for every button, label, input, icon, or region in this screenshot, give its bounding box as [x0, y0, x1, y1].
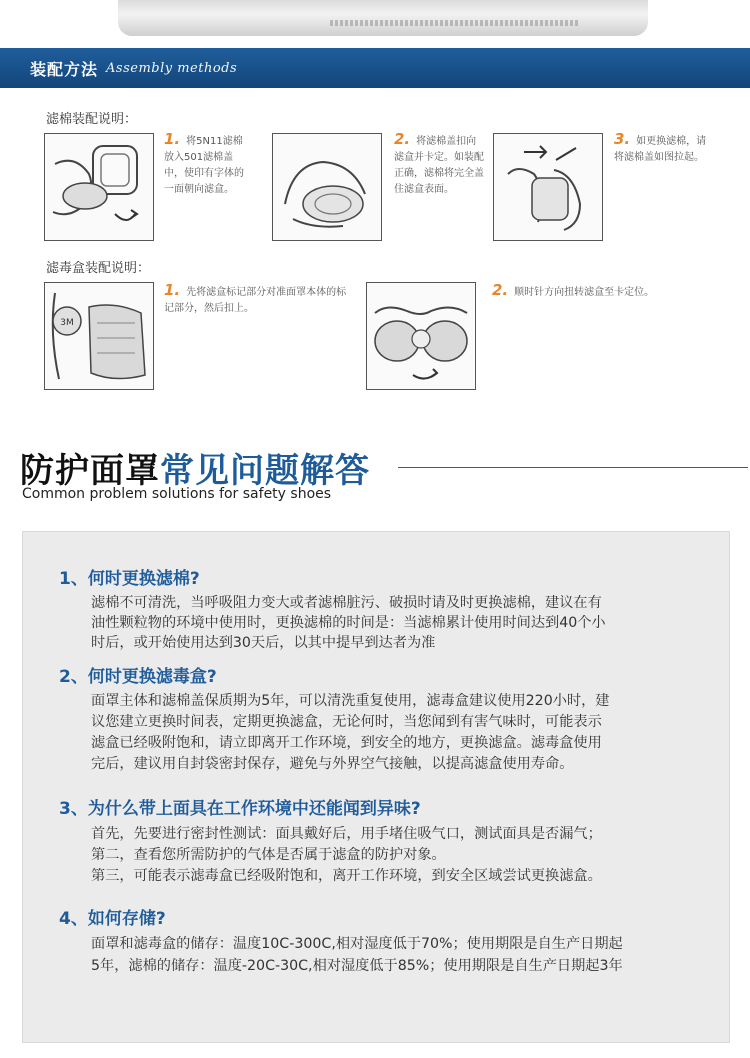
- step-text: 将5N11滤棉放入501滤棉盖中，使印有字体的一面朝向滤盒。: [164, 136, 244, 195]
- faq-answer-4: [91, 933, 709, 977]
- step-number: 1.: [164, 130, 181, 148]
- step-number: 2.: [394, 130, 411, 148]
- faq-answer-2: [91, 691, 709, 775]
- banner-title-zh: 装配方法: [30, 59, 99, 79]
- step-text: 顺时针方向扭转滤盒至卡定位。: [514, 287, 655, 298]
- faq-question-1: 1、何时更换滤棉?: [59, 569, 200, 589]
- step-text: 将滤棉盖扣向滤盒并卡定。如装配正确，滤棉将完全盖住滤盒表面。: [394, 136, 484, 195]
- answer-line: 面罩主体和滤棉盖保质期为5年，可以清洗重复使用，滤毒盒建议使用220小时，建: [91, 693, 610, 709]
- answer-line: 面罩和滤毒盒的储存：温度10C-300C,相对湿度低于70%；使用期限是自生产日期起: [91, 936, 623, 952]
- step-number: 2.: [492, 281, 509, 299]
- answer-line: 油性颗粒物的环境中使用时，更换滤棉的时间是：当滤棉累计使用时间达到40个小: [91, 615, 606, 631]
- step-number: 1.: [164, 281, 181, 299]
- faq-title-black: 防护面罩: [20, 450, 160, 491]
- banner-title-en: Assembly methods: [106, 60, 238, 76]
- cartridge-step-1-illustration: [44, 282, 154, 390]
- faq-answer-3: [91, 824, 709, 887]
- answer-line: 时后，或开始使用达到30天后，以其中提早到达者为准: [91, 635, 436, 651]
- faq-subtitle: Common problem solutions for safety shoes: [22, 486, 332, 502]
- answer-line: 滤棉不可清洗，当呼吸阻力变大或者滤棉脏污、破损时请及时更换滤棉，建议在有: [91, 595, 602, 611]
- filter-step-2: [394, 131, 484, 198]
- faq-question-4: 4、如何存储?: [59, 909, 166, 929]
- product-package-image: [118, 0, 648, 36]
- faq-question-3: 3、为什么带上面具在工作环境中还能闻到异味?: [59, 799, 421, 819]
- cartridge-step-2: [492, 282, 702, 301]
- faq-title-blue: 常见问题解答: [160, 450, 370, 491]
- product-image-strip: [0, 0, 750, 48]
- filter-step-1-illustration: [44, 133, 154, 241]
- faq-panel: [22, 531, 730, 1043]
- faq-question-2: 2、何时更换滤毒盒?: [59, 667, 217, 687]
- filter-cotton-label: 滤棉装配说明：: [46, 112, 138, 127]
- answer-line: 第三，可能表示滤毒盒已经吸附饱和，离开工作环境，到安全区域尝试更换滤盒。: [91, 868, 602, 884]
- faq-answer-1: [91, 593, 709, 653]
- filter-step-2-illustration: [272, 133, 382, 241]
- title-divider: [398, 467, 748, 468]
- answer-line: 第二，查看您所需防护的气体是否属于滤盒的防护对象。: [91, 847, 446, 863]
- step-number: 3.: [614, 130, 631, 148]
- filter-step-3: [614, 131, 714, 166]
- cartridge-label: 滤毒盒装配说明：: [46, 261, 151, 276]
- assembly-methods-banner: [0, 48, 750, 88]
- step-text: 先将滤盒标记部分对准面罩本体的标记部分，然后扣上。: [164, 287, 347, 314]
- svg-text:3M: 3M: [60, 318, 74, 328]
- product-package-print: [330, 20, 580, 26]
- filter-step-1: [164, 131, 252, 198]
- answer-line: 首先，先要进行密封性测试：面具戴好后，用手堵住吸气口，测试面具是否漏气；: [91, 826, 602, 842]
- answer-line: 滤盒已经吸附饱和，请立即离开工作环境，到安全的地方，更换滤盒。滤毒盒使用: [91, 735, 602, 751]
- answer-line: 完后，建议用自封袋密封保存，避免与外界空气接触，以提高滤盒使用寿命。: [91, 756, 574, 772]
- answer-line: 5年，滤棉的储存：温度-20C-30C,相对湿度低于85%；使用期限是自生产日期起3年: [91, 958, 623, 974]
- step-text: 如更换滤棉，请将滤棉盖如图拉起。: [614, 136, 707, 163]
- cartridge-step-1: [164, 282, 354, 317]
- faq-title: [20, 445, 370, 489]
- filter-step-3-illustration: [493, 133, 603, 241]
- answer-line: 议您建立更换时间表，定期更换滤盒，无论何时，当您闻到有害气味时，可能表示: [91, 714, 602, 730]
- cartridge-step-2-illustration: [366, 282, 476, 390]
